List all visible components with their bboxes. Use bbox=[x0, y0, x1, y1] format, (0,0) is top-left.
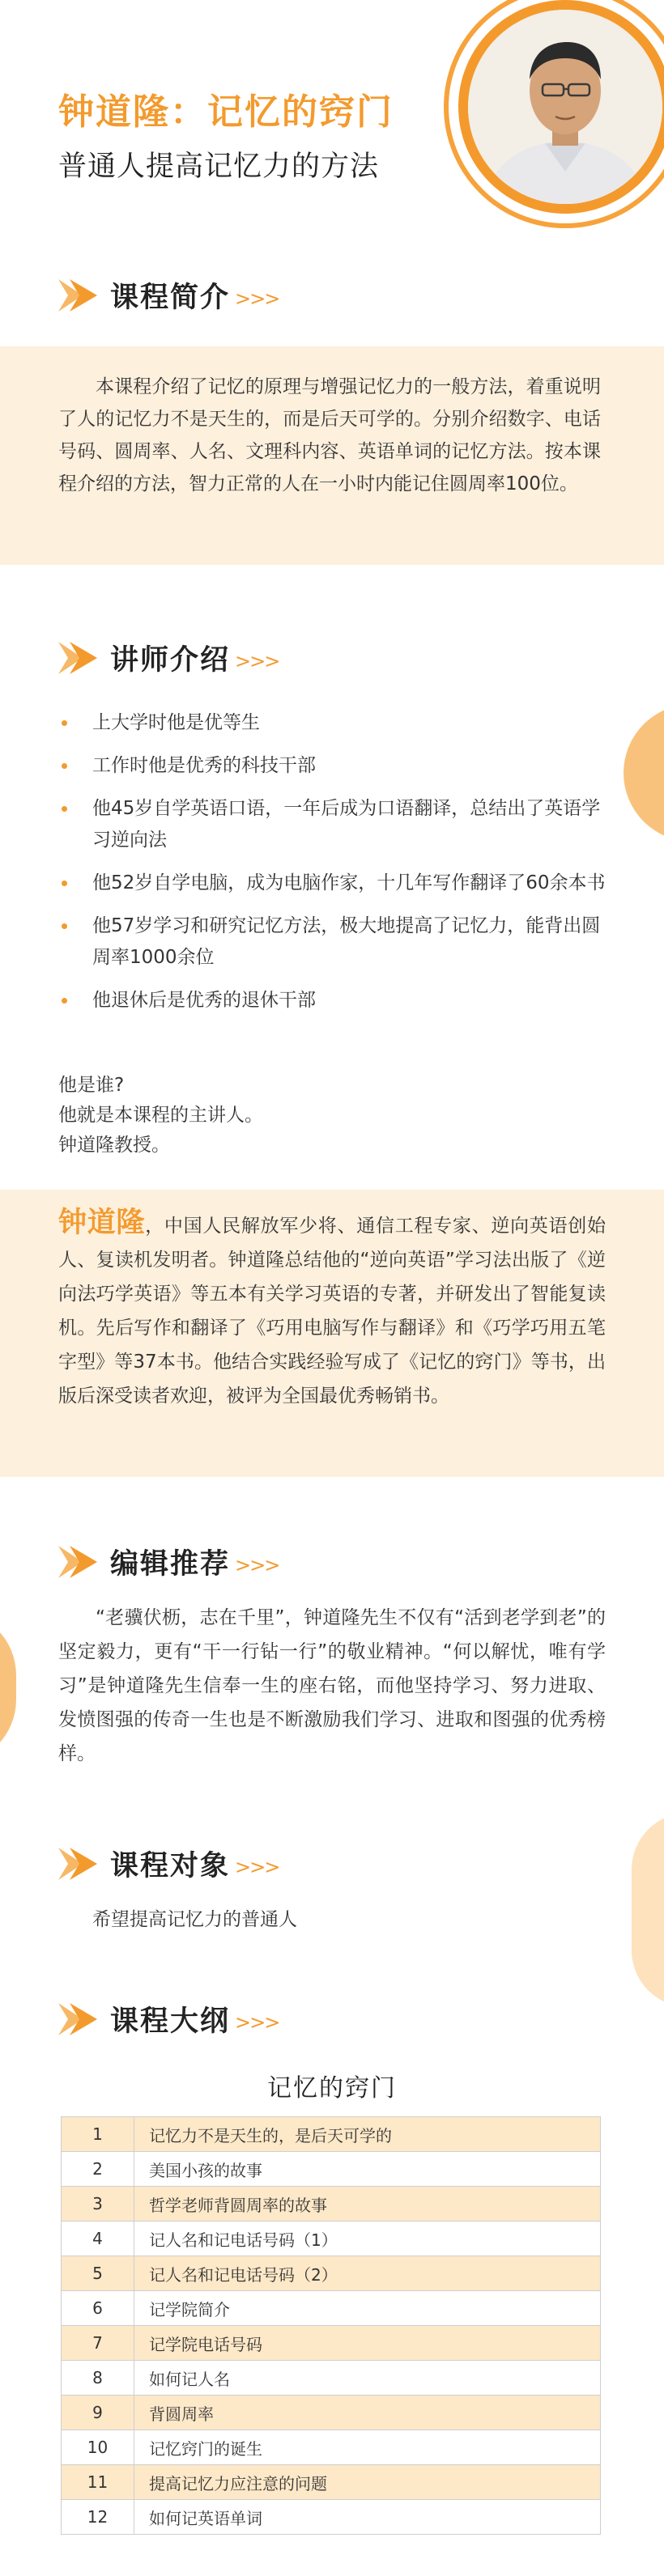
row-number: 3 bbox=[62, 2187, 134, 2222]
table-row bbox=[62, 2500, 601, 2535]
section-title: 讲师介绍 bbox=[110, 644, 231, 677]
list-item: 他45岁自学英语口语，一年后成为口语翻译，总结出了英语学习逆向法 bbox=[58, 793, 617, 856]
deco-circle-right-1 bbox=[624, 704, 664, 842]
table-row bbox=[62, 2396, 601, 2430]
deco-circle-right-2 bbox=[632, 1813, 664, 2007]
chevrons-icon: >>> bbox=[235, 287, 279, 310]
list-item: 他退休后是优秀的退休干部 bbox=[58, 985, 617, 1016]
table-row bbox=[62, 2465, 601, 2500]
section-title: 课程简介 bbox=[110, 282, 231, 314]
row-topic: 哲学老师背圆周率的故事 bbox=[134, 2187, 601, 2222]
ribbon-icon bbox=[58, 1546, 97, 1578]
row-topic: 美国小孩的故事 bbox=[134, 2152, 601, 2187]
section-heading-audience bbox=[58, 1844, 279, 1884]
row-number: 7 bbox=[62, 2326, 134, 2361]
who-is-he bbox=[58, 1071, 263, 1161]
table-row bbox=[62, 2430, 601, 2465]
row-topic: 提高记忆力应注意的问题 bbox=[134, 2465, 601, 2500]
list-item: 上大学时他是优等生 bbox=[58, 707, 617, 739]
row-number: 5 bbox=[62, 2256, 134, 2291]
bullet-dot-icon bbox=[62, 881, 67, 886]
bio-text: ，中国人民解放军少将、通信工程专家、逆向英语创始人、复读机发明者。钟道隆总结他的“逆向英语”学习法出版了《逆向法巧学英语》等五本有关学习英语的专著，并研发出了智能复读机。先后写作和翻译了《巧用电脑写作与翻译》和《巧学巧用五笔字型》等37本书。他结合实践经验写成了《记忆的窍门》等书，出版后深受读者欢迎，被评为全国最优秀畅销书。 bbox=[58, 1216, 606, 1407]
chevrons-icon: >>> bbox=[235, 1554, 279, 1577]
row-number: 12 bbox=[62, 2500, 134, 2535]
row-topic: 记忆窍门的诞生 bbox=[134, 2430, 601, 2465]
row-number: 6 bbox=[62, 2291, 134, 2326]
row-number: 10 bbox=[62, 2430, 134, 2465]
table-row bbox=[62, 2326, 601, 2361]
editor-text: “老骥伏枥，志在千里”，钟道隆先生不仅有“活到老学到老”的坚定毅力，更有“干一行钻一行”的敬业精神。“何以解忧，唯有学习”是钟道隆先生信奉一生的座右铭，而他坚持学习、努力进取、发愤图强的传奇一生也是不断激励我们学习、进取和图强的优秀榜样。 bbox=[58, 1607, 606, 1764]
table-row bbox=[62, 2117, 601, 2152]
row-topic: 记人名和记电话号码（2） bbox=[134, 2256, 601, 2291]
section-title: 课程大纲 bbox=[110, 2005, 231, 2038]
row-number: 11 bbox=[62, 2465, 134, 2500]
ribbon-icon bbox=[58, 279, 97, 312]
who-line: 钟道隆教授。 bbox=[58, 1135, 170, 1156]
row-topic: 记忆力不是天生的，是后天可学的 bbox=[134, 2117, 601, 2152]
chevrons-icon: >>> bbox=[235, 650, 279, 673]
lecturer-bullet-list bbox=[58, 707, 617, 1028]
row-number: 1 bbox=[62, 2117, 134, 2152]
table-row bbox=[62, 2222, 601, 2256]
row-topic: 记学院电话号码 bbox=[134, 2326, 601, 2361]
section-title: 课程对象 bbox=[110, 1850, 231, 1882]
row-topic: 背圆周率 bbox=[134, 2396, 601, 2430]
row-number: 4 bbox=[62, 2222, 134, 2256]
table-row bbox=[62, 2152, 601, 2187]
portrait-illustration bbox=[468, 10, 662, 204]
who-line: 他是谁? bbox=[58, 1075, 125, 1096]
table-row bbox=[62, 2361, 601, 2396]
section-title: 编辑推荐 bbox=[110, 1548, 231, 1581]
row-topic: 记学院简介 bbox=[134, 2291, 601, 2326]
who-line: 他就是本课程的主讲人。 bbox=[58, 1105, 263, 1126]
section-heading-lecturer bbox=[58, 638, 279, 678]
audience-text: 希望提高记忆力的普通人 bbox=[92, 1909, 297, 1930]
lecturer-name: 钟道隆 bbox=[58, 1207, 146, 1239]
table-row bbox=[62, 2187, 601, 2222]
bullet-dot-icon bbox=[62, 998, 67, 1004]
list-item: 他52岁自学电脑，成为电脑作家，十几年写作翻译了60余本书 bbox=[58, 868, 617, 899]
row-topic: 如何记人名 bbox=[134, 2361, 601, 2396]
row-number: 8 bbox=[62, 2361, 134, 2396]
chevrons-icon: >>> bbox=[235, 2011, 279, 2034]
chevrons-icon: >>> bbox=[235, 1856, 279, 1878]
bullet-dot-icon bbox=[62, 923, 67, 929]
table-row bbox=[62, 2291, 601, 2326]
list-item: 他57岁学习和研究记忆方法，极大地提高了记忆力，能背出圆周率1000余位 bbox=[58, 910, 617, 974]
section-heading-outline bbox=[58, 1999, 279, 2039]
ribbon-icon bbox=[58, 2003, 97, 2035]
row-topic: 记人名和记电话号码（1） bbox=[134, 2222, 601, 2256]
outline-table bbox=[61, 2116, 601, 2535]
page-title: 钟道隆：记忆的窍门 bbox=[58, 91, 394, 133]
bullet-dot-icon bbox=[62, 806, 67, 812]
row-number: 2 bbox=[62, 2152, 134, 2187]
outline-table-title: 记忆的窍门 bbox=[267, 2074, 397, 2103]
deco-circle-left-2 bbox=[0, 1611, 16, 1764]
page-subtitle: 普通人提高记忆力的方法 bbox=[58, 151, 380, 183]
bullet-dot-icon bbox=[62, 720, 67, 726]
lecturer-portrait bbox=[468, 10, 662, 204]
section-heading-intro bbox=[58, 275, 279, 316]
lecturer-bio bbox=[58, 1206, 606, 1413]
ribbon-icon bbox=[58, 1848, 97, 1880]
row-number: 9 bbox=[62, 2396, 134, 2430]
intro-text: 本课程介绍了记忆的原理与增强记忆力的一般方法，着重说明了人的记忆力不是天生的，而是后天可学的。分别介绍数字、电话号码、圆周率、人名、文理科内容、英语单词的记忆方法。按本课程介绍的方法，智力正常的人在一小时内能记住圆周率100位。 bbox=[58, 376, 601, 494]
row-topic: 如何记英语单词 bbox=[134, 2500, 601, 2535]
ribbon-icon bbox=[58, 642, 97, 674]
section-heading-editor bbox=[58, 1542, 279, 1582]
table-row bbox=[62, 2256, 601, 2291]
bullet-dot-icon bbox=[62, 763, 67, 769]
list-item: 工作时他是优秀的科技干部 bbox=[58, 750, 617, 782]
